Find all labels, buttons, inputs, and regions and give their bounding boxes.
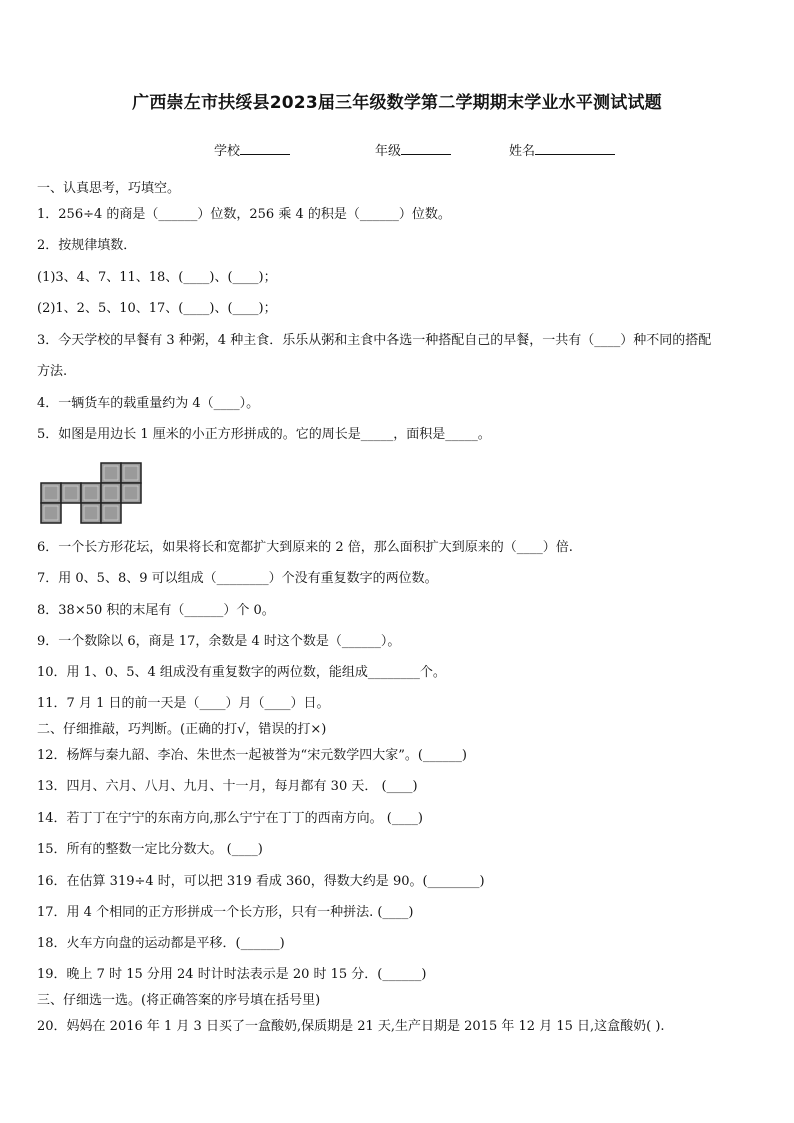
section-3-heading: 三、仔细选一选。(将正确答案的序号填在括号里) <box>37 993 321 1008</box>
question-11: 11．7 月 1 日的前一天是（____）月（____）日。 <box>37 696 330 711</box>
question-16: 16．在估算 319÷4 时，可以把 319 看成 360，得数大约是 90。(________) <box>37 874 485 889</box>
question-7: 7．用 0、5、8、9 可以组成（________）个没有重复数字的两位数。 <box>37 571 438 586</box>
question-20: 20．妈妈在 2016 年 1 月 3 日买了一盒酸奶,保质期是 21 天,生产日期是 2015 年 12 月 15 日,这盒酸奶( ). <box>37 1019 665 1034</box>
grade-field[interactable] <box>375 140 451 159</box>
question-14: 14．若丁丁在宁宁的东南方向,那么宁宁在丁丁的西南方向。 (____) <box>37 811 423 826</box>
name-blank[interactable] <box>535 141 615 155</box>
question-3-continued: 方法. <box>37 364 68 379</box>
section-2-heading: 二、仔细推敲，巧判断。(正确的打√，错误的打×) <box>37 722 327 737</box>
question-13: 13．四月、六月、八月、九月、十一月，每月都有 30 天． (____) <box>37 779 418 794</box>
grade-label: 年级 <box>375 144 402 159</box>
page-title: 广西崇左市扶绥县2023届三年级数学第二学期期末学业水平测试试题 <box>132 93 662 113</box>
question-5: 5．如图是用边长 1 厘米的小正方形拼成的。它的周长是_____，面积是_____。 <box>37 427 491 442</box>
question-10: 10．用 1、0、5、4 组成没有重复数字的两位数，能组成________个。 <box>37 665 446 680</box>
question-3: 3．今天学校的早餐有 3 种粥，4 种主食．乐乐从粥和主食中各选一种搭配自己的早餐，一共有（____）种不同的搭配 <box>37 333 712 348</box>
question-2-part-2: (2)1、2、5、10、17、(____)、(____)； <box>37 301 277 316</box>
question-19: 19．晚上 7 时 15 分用 24 时计时法表示是 20 时 15 分．(______) <box>37 967 427 982</box>
question-8: 8．38×50 积的末尾有（______）个 0。 <box>37 603 275 618</box>
name-label: 姓名 <box>509 144 536 159</box>
question-17: 17．用 4 个相同的正方形拼成一个长方形，只有一种拼法. (____) <box>37 905 414 920</box>
square-figure <box>40 462 142 524</box>
question-1: 1．256÷4 的商是（______）位数，256 乘 4 的积是（______）位数。 <box>37 207 451 222</box>
section-1-heading: 一、认真思考，巧填空。 <box>37 181 181 196</box>
question-2: 2．按规律填数． <box>37 238 137 253</box>
question-6: 6．一个长方形花坛，如果将长和宽都扩大到原来的 2 倍，那么面积扩大到原来的（____）倍. <box>37 540 573 555</box>
question-4: 4．一辆货车的载重量约为 4（____）。 <box>37 396 260 411</box>
question-15: 15．所有的整数一定比分数大。 (____) <box>37 842 263 857</box>
name-field[interactable] <box>509 140 615 159</box>
grade-blank[interactable] <box>401 141 451 155</box>
school-field[interactable] <box>214 140 290 159</box>
school-label: 学校 <box>214 144 241 159</box>
question-12: 12．杨辉与秦九韶、李冶、朱世杰一起被誉为“宋元数学四大家”。(______) <box>37 748 467 763</box>
school-blank[interactable] <box>240 141 290 155</box>
question-2-part-1: (1)3、4、7、11、18、(____)、(____)； <box>37 270 277 285</box>
question-18: 18．火车方向盘的运动都是平移．(______) <box>37 936 285 951</box>
question-9: 9．一个数除以 6，商是 17，余数是 4 时这个数是（______）。 <box>37 634 401 649</box>
